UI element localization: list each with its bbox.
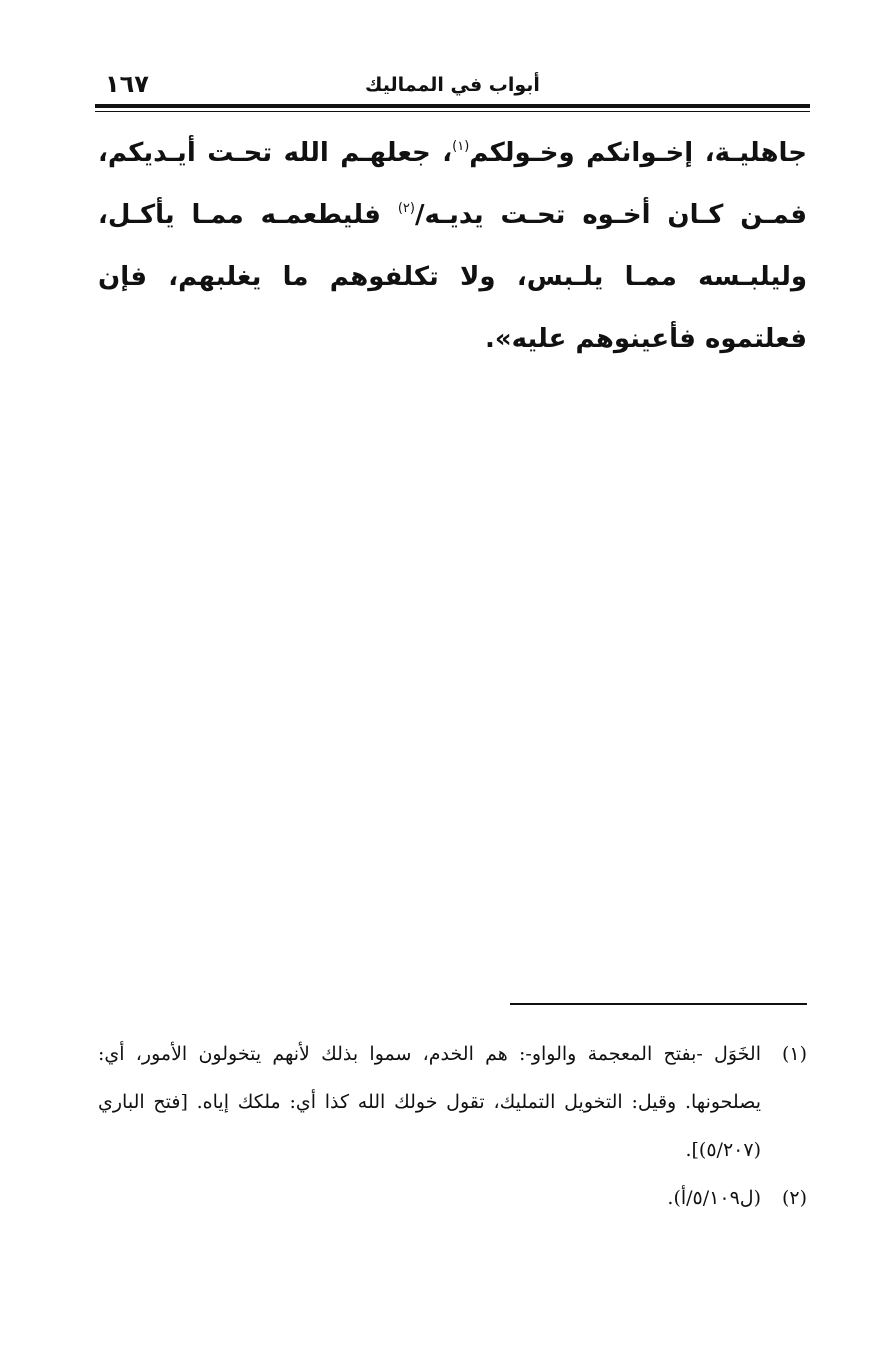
page-number: ١٦٧ xyxy=(105,70,149,98)
footnote-marker-2: (٢) xyxy=(397,201,415,216)
header-rule-thick xyxy=(95,104,810,108)
footnote-text: (ل٥/١٠٩/أ). xyxy=(667,1187,761,1209)
text-segment-2: ، جعلهـم الله تحـت أيـديكم، فمـن كـان أخـوه تحـت يديـه/ xyxy=(98,138,808,230)
footnote-separator xyxy=(510,1003,807,1005)
running-header xyxy=(95,70,810,104)
header-rule-thin xyxy=(95,111,810,112)
footnote-marker-1: (١) xyxy=(452,139,470,154)
header-title: أبواب في المماليك xyxy=(365,74,540,96)
footnote-number: (١) xyxy=(781,1043,807,1065)
text-segment-3: فليطعمـه ممـا يأكـل، وليلبـسه ممـا يلـبس، ولا تكلفوهم ما يغلبهم، فإن فعلتموه فأعينوهم عليه». xyxy=(98,200,807,354)
footnote-2 xyxy=(98,1174,807,1222)
main-text xyxy=(98,122,807,370)
main-paragraph xyxy=(98,122,807,370)
footnote-1 xyxy=(98,1030,807,1174)
footnotes xyxy=(98,1030,807,1222)
text-segment-1: جاهليـة، إخـوانكم وخـولكم xyxy=(469,138,807,168)
footnote-text: الخَوَل -بفتح المعجمة والواو-: هم الخدم، سموا بذلك لأنهم يتخولون الأمور، أي: يصلحونها. وقيل: التخويل التمليك، تقول خولك الله كذا أي: ملكك إياه. [فتح الباري (٥/٢٠٧)]. xyxy=(98,1043,761,1161)
footnote-number: (٢) xyxy=(781,1187,807,1209)
